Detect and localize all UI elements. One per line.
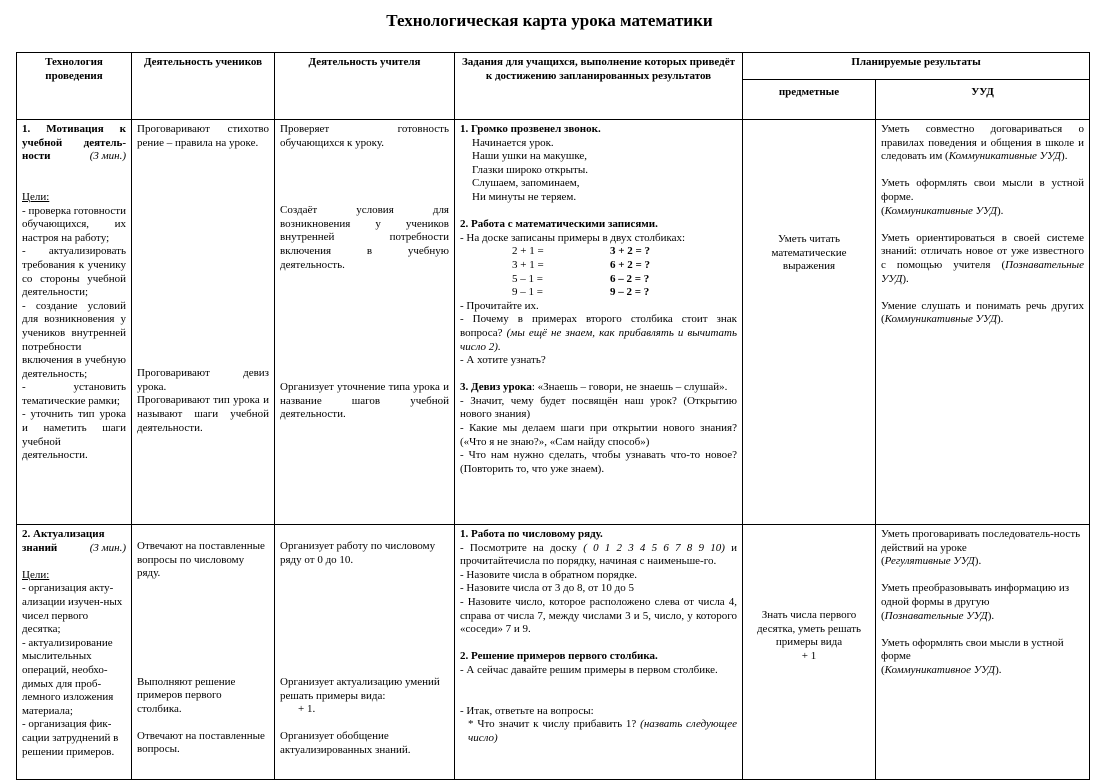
goal-item: - установить тематические рамки;	[22, 381, 126, 407]
task-text: - Назовите число, которое расположено слева от числа 4, справа от числа 7, между числами 3 и 5, число, у которого «соседи» 7 и 9.	[460, 595, 737, 636]
example-row: 3 + 1 = 6 + 2 = ?	[512, 258, 651, 271]
subject-result: Знать числа первого десятка, уметь решать примеры вида	[756, 609, 862, 649]
students-activity-cell	[132, 525, 275, 780]
task-text: - Прочитайте их.	[460, 299, 539, 312]
header-students: Деятельность учеников	[132, 53, 275, 120]
stage-row-motivation	[17, 120, 1090, 525]
uud-item: Уметь оформлять свои мысли в устной форме. (Коммуникативные УУД).	[881, 177, 1084, 217]
stage-row-actualization	[17, 525, 1090, 780]
teacher-activity-item: Создаёт условия для возникновения у учеников внутренней потребности включения в учебную деятельность.	[280, 204, 449, 271]
goal-item: - организация фик-сации затруднений в решении примеров.	[22, 718, 119, 758]
task-text: - Назовите числа от 3 до 8, от 10 до 5	[460, 582, 634, 595]
uud-item: Уметь ориентироваться в своей системе знаний: отличать новое от уже известного с помощью учителя (Познавательные УУД).	[881, 231, 1084, 285]
poem-line: Слушаем, запоминаем,	[472, 177, 580, 190]
task-text: - Назовите числа в обратном порядке.	[460, 568, 638, 581]
task-text: * Что значит к числу прибавить 1? (назвать следующее число)	[468, 718, 738, 744]
teacher-activity-item: Организует уточнение типа урока и название шагов учебной деятельности.	[280, 381, 449, 421]
task-text: - Почему в примерах второго столбика стоит знак вопроса? (мы ещё не знаем, как прибавлять и вычитать число 2).	[460, 313, 737, 353]
example-row: 5 – 1 = 6 – 2 = ?	[512, 272, 650, 285]
header-teacher: Деятельность учителя	[275, 53, 455, 120]
uud-item: Уметь совместно договариваться о правилах поведения и общения в школе и следовать им (Коммуникативные УУД).	[881, 123, 1084, 163]
uud-item: Умение слушать и понимать речь других (Коммуникативные УУД).	[881, 299, 1084, 326]
students-activity-item: Отвечают на поставленные вопросы.	[137, 729, 265, 756]
task-title: 1. Работа по числовому ряду.	[460, 528, 603, 540]
task-text: - Какие мы делаем шаги при открытии нового знания? («Что я не знаю?», «Сам найду способ»)	[460, 422, 737, 448]
stage-technology-cell	[17, 120, 132, 525]
teacher-activity-item: + 1.	[298, 703, 316, 716]
goal-item: - актуализировать требования к ученику со стороны учебной деятельности;	[22, 245, 126, 299]
subject-results-cell	[743, 525, 876, 780]
example-row: 2 + 1 = 3 + 2 = ?	[512, 245, 651, 258]
goal-item: - актуализирование мыслительных операций, необхо-димых для проб-лемного изложения материала;	[22, 636, 114, 717]
lesson-map-table	[16, 52, 1090, 780]
poem-line: Начинается урок.	[472, 136, 554, 149]
uud-item: Уметь преобразовывать информацию из одной формы в другую (Познавательные УУД).	[881, 582, 1070, 622]
goal-item: - проверка готовности обучающихся, их настроя на работу;	[22, 204, 126, 244]
goals-label: Цели:	[22, 568, 50, 581]
subject-result-tail: + 1	[801, 649, 817, 662]
goal-item: - организация акту-ализации изучен-ных чисел первого десятка;	[22, 582, 123, 636]
header-results: Планируемые результаты	[743, 53, 1090, 80]
uud-results-cell	[876, 525, 1090, 780]
students-activity-item: Проговаривают тип урока и называют шаги учебной деятельности.	[137, 394, 269, 434]
teacher-activity-cell	[275, 120, 455, 525]
task-text: - Что нам нужно сделать, чтобы узнавать что-то новое? (Повторить то, что уже знаем).	[460, 449, 737, 475]
task-text: - А хотите узнать?	[460, 354, 546, 367]
task-text: - Посмотрите на доску ( 0 1 2 3 4 5 6 7 8 9 10) и прочитайтечисла по порядку, начиная с наименьше-го.	[460, 541, 738, 568]
header-technology: Технология проведения	[17, 53, 132, 120]
task-title: 2. Решение примеров первого столбика.	[460, 650, 658, 663]
teacher-activity-item: Проверяет готовность обучающихся к уроку.	[280, 123, 449, 149]
header-tasks: Задания для учащихся, выполнение которых приведёт к достижению запланированных результатов	[455, 53, 743, 120]
task-text: - Итак, ответьте на вопросы:	[460, 704, 594, 717]
students-activity-item: Выполняют решение примеров первого столбика.	[137, 675, 236, 715]
task-text: - А сейчас давайте решим примеры в первом столбике.	[460, 663, 718, 676]
header-row	[17, 53, 1090, 80]
uud-results-cell	[876, 120, 1090, 525]
goal-item: - уточнить тип урока и наметить шаги учебной деятельности.	[22, 408, 126, 462]
goal-item: - создание условий для возникновения у учеников внутренней потребности включения в учебную деятельность;	[22, 299, 126, 380]
stage-technology-cell	[17, 525, 132, 780]
task-text: - Значит, чему будет посвящён наш урок? (Открытию нового знания)	[460, 394, 737, 421]
teacher-activity-item: Организует работу по числовому ряду от 0 до 10.	[280, 540, 436, 566]
students-activity-item: Проговаривают стихотво рение – правила на уроке.	[137, 123, 269, 149]
students-activity-item: Проговаривают девиз урока.	[137, 367, 269, 393]
task-title: 1. Громко прозвенел звонок.	[460, 123, 601, 135]
task-text: - На доске записаны примеры в двух столбиках:	[460, 231, 686, 244]
poem-line: Ни минуты не теряем.	[472, 190, 577, 203]
teacher-activity-cell	[275, 525, 455, 780]
teacher-activity-item: Организует актуализацию умений решать примеры вида:	[280, 676, 440, 702]
students-activity-item: Отвечают на поставленные вопросы по числовому ряду.	[137, 540, 265, 580]
uud-item: Уметь оформлять свои мысли в устной форме (Коммуникативное УУД).	[881, 636, 1064, 676]
uud-item: Уметь проговаривать последователь-ность действий на уроке (Регулятивные УУД).	[881, 528, 1081, 568]
stage-name: 1. Мотивация к учебной деятель-ности	[22, 123, 126, 163]
poem-line: Наши ушки на макушке,	[472, 150, 588, 163]
teacher-activity-item: Организует обобщение актуализированных знаний.	[280, 729, 411, 756]
students-activity-cell	[132, 120, 275, 525]
tasks-cell	[455, 120, 743, 525]
header-uud: УУД	[876, 80, 1090, 120]
stage-name: 2. Актуализация знаний	[22, 528, 105, 554]
tasks-cell	[455, 525, 743, 780]
stage-time: (3 мин.)	[89, 150, 126, 163]
example-row: 9 – 1 = 9 – 2 = ?	[512, 286, 650, 299]
poem-line: Глазки широко открыты.	[472, 163, 588, 176]
header-subject: предметные	[743, 80, 876, 120]
goals-label: Цели:	[22, 190, 50, 203]
subject-results-cell	[743, 120, 876, 525]
subject-result: Уметь читать математические выражения	[771, 233, 847, 273]
stage-time: (3 мин.)	[89, 541, 126, 554]
page-title: Технологическая карта урока математики	[386, 11, 713, 30]
task-text: 3. Девиз урока: «Знаешь – говори, не знаешь – слушай».	[460, 381, 728, 394]
task-title: 2. Работа с математическими записями.	[460, 218, 658, 231]
